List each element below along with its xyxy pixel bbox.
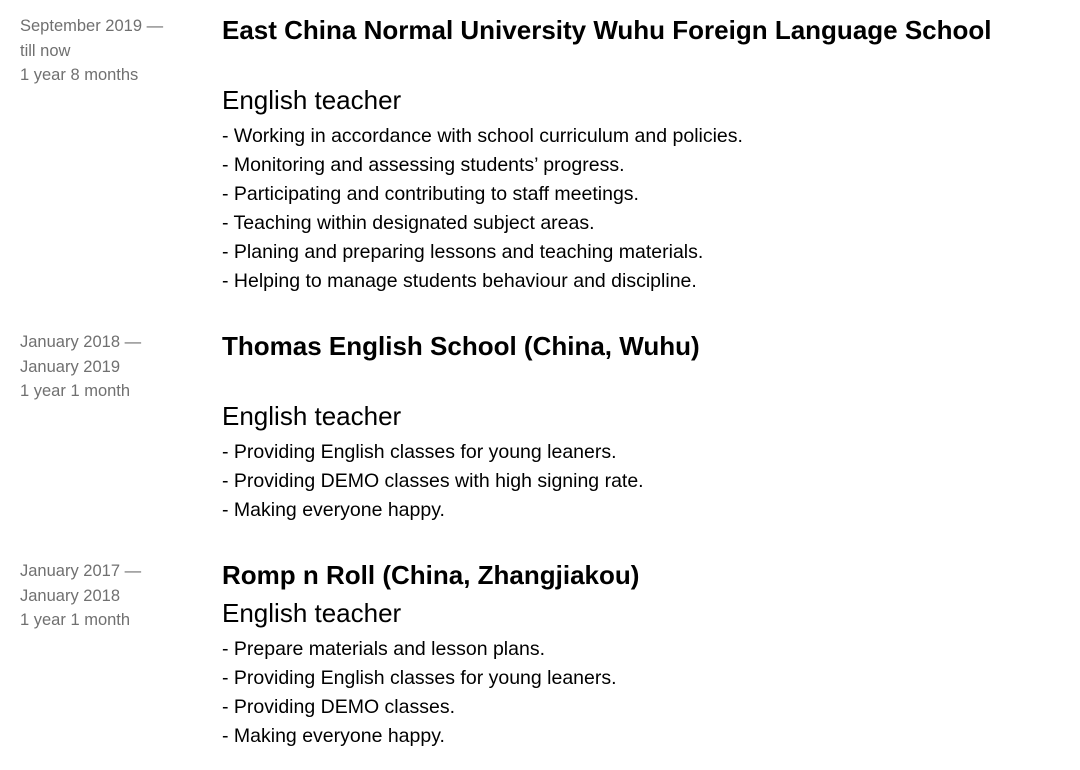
company-name: Romp n Roll (China, Zhangjiakou) (222, 560, 640, 590)
duty-item: - Providing English classes for young leaners. (222, 441, 617, 463)
duty-item: - Making everyone happy. (222, 499, 445, 521)
experience-details (222, 559, 1072, 751)
date-end: January 2019 (20, 357, 120, 376)
duration: 1 year 1 month (20, 382, 131, 400)
duty-item: - Teaching within designated subject areas. (222, 212, 595, 234)
duty-item: - Prepare materials and lesson plans. (222, 638, 545, 660)
duties-list (222, 122, 1072, 296)
company-name: East China Normal University Wuhu Foreign Language School (222, 15, 992, 45)
experience-details (222, 330, 1072, 525)
duty-item: - Monitoring and assessing students’ progress. (222, 154, 625, 176)
duty-item: - Participating and contributing to staff meetings. (222, 183, 639, 205)
date-end: January 2018 (20, 586, 120, 605)
position-title: English teacher (222, 598, 402, 628)
company-name: Thomas English School (China, Wuhu) (222, 331, 700, 361)
experience-dates (20, 14, 210, 88)
duties-list (222, 635, 1072, 751)
position-title: English teacher (222, 401, 402, 431)
duties-list (222, 438, 1072, 525)
duty-item: - Helping to manage students behaviour and discipline. (222, 270, 697, 292)
duration: 1 year 8 months (20, 66, 139, 84)
date-start: January 2017 — (20, 562, 142, 580)
duration: 1 year 1 month (20, 611, 131, 629)
duty-item: - Providing English classes for young leaners. (222, 667, 617, 689)
duty-item: - Planing and preparing lessons and teaching materials. (222, 241, 704, 263)
experience-dates (20, 330, 210, 404)
duty-item: - Providing DEMO classes with high signing rate. (222, 470, 644, 492)
experience-dates (20, 559, 210, 633)
duty-item: - Working in accordance with school curriculum and policies. (222, 125, 743, 147)
experience-details (222, 14, 1072, 296)
duty-item: - Making everyone happy. (222, 725, 445, 747)
date-start: January 2018 — (20, 333, 142, 351)
date-end: till now (20, 41, 71, 60)
position-title: English teacher (222, 85, 402, 115)
duty-item: - Providing DEMO classes. (222, 696, 455, 718)
date-start: September 2019 — (20, 17, 164, 35)
